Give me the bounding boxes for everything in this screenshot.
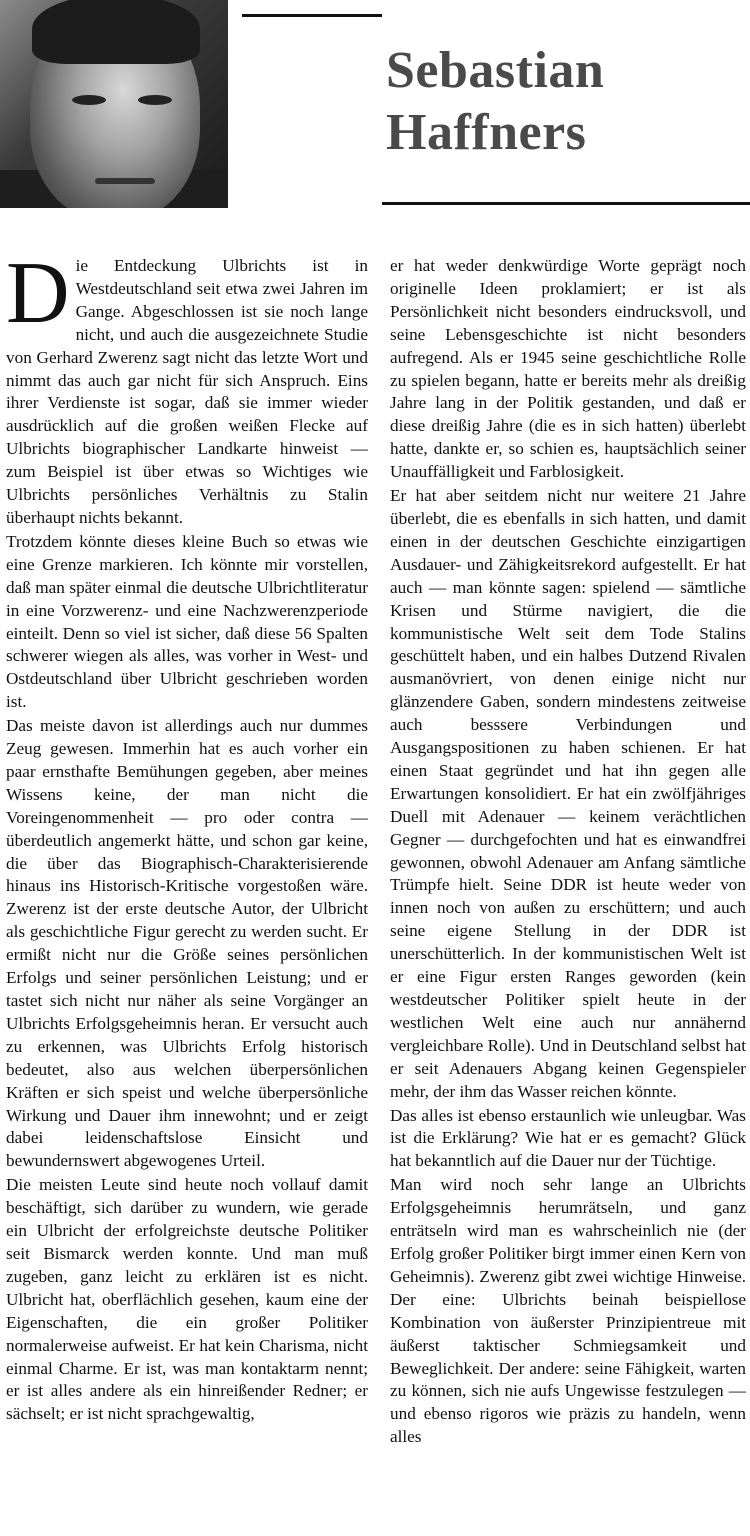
paragraph-3: Das meiste davon ist allerdings auch nur dummes Zeug gewesen. Immerhin hat es auch vorher ein paar ernsthafte Bemühungen gegeben, aber meines Wissens keine, der man nicht die Voreingenommenheit — pro oder contra — überdeutlich angemerkt hätte, und schon gar keine, die über das Biographisch-Charakterisierende hinaus ins Historisch-Kritische vorgestoßen wäre. Zwerenz ist der erste deutsche Autor, der Ulbricht als geschichtliche Figur gerecht zu werden sucht. Er ermißt nicht nur die Größe seines persönlichen Erfolgs und seiner persönlichen Leistung; und er tastet sich nicht nur näher als seine Vorgänger an Ulbrichts Erfolgsgeheimnis heran. Er versucht auch zu erkennen, was Ulbrichts Erfolg historisch bedeutet, also aus welchen überpersönlichen Kräften er sich speist und welche überpersönliche Wirkung und Dauer ihm innewohnt; und er zeigt dabei leidenschaftslose Einsicht und bewundernswert abgewogenes Urteil. [6,716,368,1171]
photo-eye-right [138,95,172,105]
paragraph-4: Die meisten Leute sind heute noch vollauf damit beschäftigt, sich darüber zu wundern, wie gerade ein Ulbricht der erfolgreichste deutsche Politiker seit Bismarck werden konnte. Und man muß zugeben, ganz leicht zu erklären ist es nicht. Ulbricht hat, oberflächlich gesehen, kaum eine der Eigenschaften, die ein großer Politiker normalerweise aufweist. Er hat kein Charisma, nicht einmal Charme. Er ist, was man kontaktarm nennt; er ist alles andere als ein hinreißender Redner; er sächselt; er ist nicht sprachgewaltig, [6,1175,368,1424]
paragraph-2: Trotzdem könnte dieses kleine Buch so etwas wie eine Grenze markieren. Ich könnte mir vorstellen, daß man später einmal die deutsche Ulbrichtliteratur in eine Vorzwerenz- und eine Nachzwerenzperiode einteilt. Denn so viel ist sicher, daß diese 56 Spalten schwerer wiegen als alles, was vorher in West- und Ostdeutschland über Ulbricht geschrieben worden ist. [6,531,368,712]
page-title: Sebastian Haffners [386,42,605,161]
header-rule-bottom [382,202,750,205]
paragraph-6: Er hat aber seitdem nicht nur weitere 21 Jahre überlebt, die es ebenfalls in sich hatten, und damit einen in der deutschen Geschichte einzigartigen Ausdauer- und Zähigkeitsrekord aufgestellt. Er hat auch — man könnte sagen: spielend — sämtliche Krisen und Stürme navigiert, die die kommunistische Welt seit dem Tode Stalins geschüttelt haben, und ein halbes Dutzend Rivalen ausmanövriert, von denen einige nicht nur glänzendere Gaben, sondern mindestens zeitweise auch besssere Verbindungen und Ausgangspositionen zu haben schienen. Er hat einen Staat gegründet und hat ihn gegen alle Erwartungen konsolidiert. Er hat ein zwölfjähriges Duell mit Adenauer — keinem verächtlichen Gegner — durchgefochten und hat es einwandfrei gewonnen, obwohl Adenauer am Anfang sämtliche Trümpfe hielt. Seine DDR ist heute weder von innen noch von außen zu erschüttern; und auch seine eigene Stellung in der DDR ist unerschütterlich. In der kommunistischen Welt ist er eine Figur ersten Ranges geworden (kein westdeutscher Politiker spielt heute in der westlichen Welt eine auch nur annähernd vergleichbare Rolle). Und in Deutschland selbst hat er seit Adenauers Abgang keinen Gegenspieler mehr, der ihm das Wasser reichen könnte. [390,486,746,1101]
paragraph-7: Das alles ist ebenso erstaunlich wie unleugbar. Was ist die Erklärung? Wie hat er es gemacht? Glück hat bekanntlich auf die Dauer nur der Tüchtige. [390,1105,746,1171]
author-photo [0,0,228,208]
photo-hair [32,0,200,64]
article-column-right [390,255,746,1449]
photo-mouth [95,178,155,184]
paragraph-8: Man wird noch sehr lange an Ulbrichts Erfolgsgeheimnis herumrätseln, und ganz enträtseln wird man es wahrscheinlich nie (der Erfolg großer Politiker birgt immer einen Kern von Geheimnis). Zwerenz gibt zwei wichtige Hinweise. Der eine: Ulbrichts beinah beispiellose Kombination von äußerster Prinzipientreue mit äußerst taktischer Schmiegsamkeit und Beweglichkeit. Der andere: seine Fähigkeit, warten zu können, sich nie aufs Ungewisse festzulegen — und ebenso rigoros wie präzis zu handeln, wenn alles [390,1175,746,1447]
paragraph-1 [6,245,368,530]
paragraph-5: er hat weder denkwürdige Worte geprägt noch originelle Ideen proklamiert; er ist als Persönlichkeit nicht besonders eindrucksvoll, und seine Lebensgeschichte ist nicht besonders aufregend. Als er 1945 seine geschichtliche Rolle zu spielen begann, hatte er bereits mehr als dreißig Jahre lang in der Politik gestanden, und daß er diese dreißig Jahre (die es in sich hatten) überlebt hatte, dankte er, so schien es, hauptsächlich seiner Unauffälligkeit und Farblosigkeit. [390,256,746,482]
header-rule-top [242,14,382,17]
paragraph-1-text: ie Entdeckung Ulbrichts ist in Westdeutschland seit etwa zwei Jahren im Gange. Abgeschlossen ist sie noch lange nicht, und auch die ausgezeichnete Studie von Gerhard Zwerenz sagt nicht das letzte Wort und nimmt das auch gar nicht für sich Anspruch. Eins ihrer Verdienste ist sogar, daß sie immer wieder ausdrücklich auf die großen weißen Flecke auf Ulbrichts biographischer Landkarte hinweist — zum Beispiel ist über etwas so Wichtiges wie Ulbrichts persönliches Verhältnis zu Stalin überhaupt nichts bekannt. [6,256,368,527]
article-column-left [6,245,368,1426]
drop-cap: D [6,245,70,342]
photo-eye-left [72,95,106,105]
